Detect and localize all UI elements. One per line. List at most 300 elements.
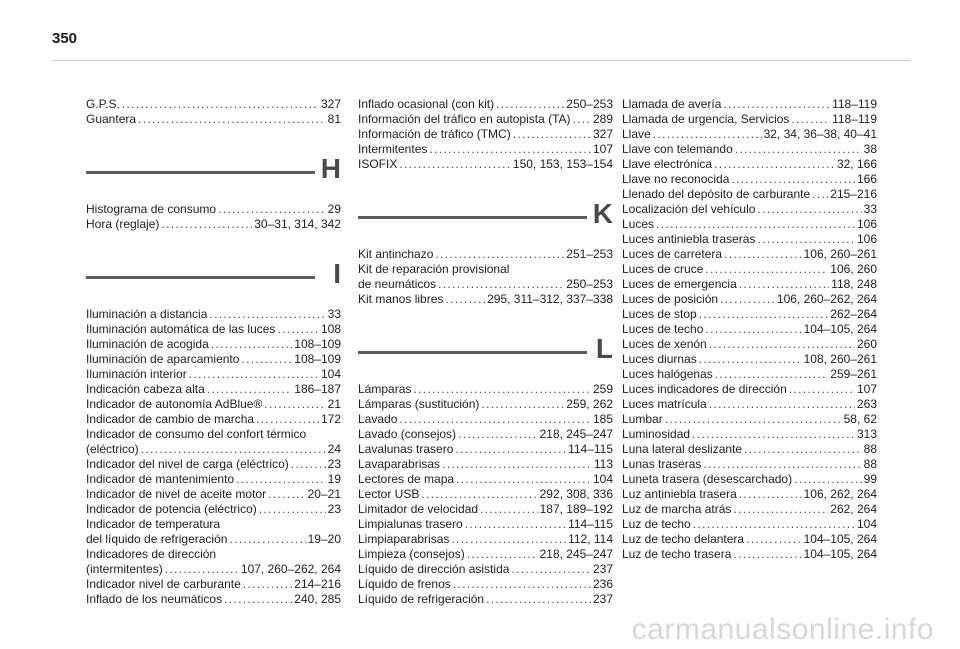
index-entry: [622, 517, 877, 532]
index-entry-term: Limpieza (consejos): [358, 547, 465, 561]
index-column-2: [358, 97, 613, 607]
index-entry-term: Luz antiniebla trasera: [622, 487, 737, 501]
dot-leader: [757, 202, 861, 217]
index-entry: [358, 142, 613, 157]
index-entry-term: Luz de marcha atrás: [622, 502, 732, 516]
index-entry-line: [86, 487, 341, 502]
index-entry-pages: 251–253: [566, 247, 613, 261]
index-entry-pages: 38: [863, 142, 877, 156]
index-entry: [358, 532, 613, 547]
index-entry: [622, 277, 877, 292]
index-entry: [86, 577, 341, 592]
index-entry-pages: 108, 260–261: [803, 352, 877, 366]
index-entry-line: [622, 457, 877, 472]
index-entry-pages: 259: [592, 382, 613, 396]
index-entry-line: [86, 562, 341, 577]
index-entry-term: Luz de techo delantera: [622, 532, 745, 546]
section-letter: H: [320, 153, 341, 184]
index-entry: [358, 292, 613, 307]
dot-leader: [653, 127, 762, 142]
index-entry: [358, 157, 613, 172]
index-entry-term: Indicación cabeza alta: [86, 382, 205, 396]
index-entry-term: Lumbar: [622, 412, 663, 426]
index-entry-term: Luces antiniebla traseras: [622, 232, 756, 246]
index-entry-term: Luces: [622, 217, 655, 231]
dot-leader: [399, 412, 591, 427]
index-entry: [622, 502, 877, 517]
dot-leader: [291, 457, 326, 472]
index-entry-line: [622, 412, 877, 427]
index-entry-pages: 250–253: [566, 97, 613, 111]
index-entry: [86, 352, 341, 367]
dot-leader: [421, 487, 537, 502]
index-entry: [622, 352, 877, 367]
entry-list-g: [86, 97, 341, 127]
index-entry-pages: 81: [327, 112, 341, 126]
dot-leader: [268, 487, 306, 502]
index-entry-line: [622, 517, 877, 532]
dot-leader: [723, 97, 830, 112]
index-entry-line: [86, 382, 341, 397]
index-entry-line: [358, 502, 613, 517]
index-entry-term: Luz de techo: [622, 517, 691, 531]
index-entry-line: [622, 292, 877, 307]
index-entry-term: Luminosidad: [622, 427, 691, 441]
index-entry-line: [622, 307, 877, 322]
index-entry: [358, 382, 613, 397]
dot-leader: [229, 532, 305, 547]
index-entry-line: [622, 247, 877, 262]
index-entry: [622, 262, 877, 277]
index-entry: [622, 142, 877, 157]
dot-leader: [733, 502, 828, 517]
dot-leader: [724, 247, 802, 262]
index-entry-term: Luces de stop: [622, 307, 697, 321]
index-entry-pages: 260: [856, 337, 877, 351]
index-entry-pages: 114–115: [568, 442, 613, 456]
section-heading-h: [86, 150, 341, 196]
index-entry-term: Luces de emergencia: [622, 277, 737, 291]
index-entry-pages: 30–31, 314, 342: [254, 217, 341, 231]
index-entry-term: Localización del vehículo: [622, 202, 756, 216]
entry-list-i: [86, 307, 341, 607]
index-entry-term: Indicador de potencia (eléctrico): [86, 502, 257, 516]
dot-leader: [458, 427, 538, 442]
index-entry-term: Iluminación de aparcamiento: [86, 352, 240, 366]
index-entry-pages: 104–105, 264: [803, 532, 877, 546]
index-entry-pages: 23: [327, 457, 341, 471]
index-entry: [358, 517, 613, 532]
dot-leader: [709, 397, 855, 412]
index-entry-line: [86, 502, 341, 517]
index-entry: [358, 472, 613, 487]
index-entry-term: Iluminación a distancia: [86, 307, 208, 321]
entry-list-i-cont: [358, 97, 613, 172]
index-entry-term: Inflado de los neumáticos: [86, 592, 223, 606]
index-entry-pages: 150, 153, 153–154: [512, 157, 613, 171]
index-entry-term: Luna lateral deslizante: [622, 442, 743, 456]
section-rule: [358, 351, 587, 354]
index-entry-term: Llenado del depósito de carburante: [622, 187, 811, 201]
index-entry-pages: 118–119: [832, 97, 877, 111]
index-entry-term: Intermitentes: [358, 142, 428, 156]
dot-leader: [791, 112, 830, 127]
index-entry-line: [86, 97, 341, 112]
dot-leader: [465, 517, 566, 532]
dot-leader: [715, 367, 829, 382]
index-entry-line: [358, 577, 613, 592]
entry-list-k: [358, 247, 613, 307]
index-entry-line: [358, 292, 613, 307]
index-entry: [622, 307, 877, 322]
index-entry-pages: 32, 34, 36–38, 40–41: [763, 127, 877, 141]
index-entry: [86, 217, 341, 232]
index-entry-pages: 88: [863, 457, 877, 471]
index-entry-term: Indicador nivel de carburante: [86, 577, 241, 591]
index-column-3: [622, 97, 877, 562]
index-entry-line: [622, 367, 877, 382]
index-entry-line: [622, 142, 877, 157]
index-entry-pages: 104–105, 264: [803, 322, 877, 336]
index-entry-pages: 186–187: [294, 382, 341, 396]
dot-leader: [513, 127, 591, 142]
dot-leader: [141, 442, 326, 457]
index-entry-line: [622, 202, 877, 217]
index-entry: [358, 592, 613, 607]
index-entry-pages: 185: [592, 412, 613, 426]
dot-leader: [211, 337, 293, 352]
index-entry-term: Llamada de urgencia, Servicios: [622, 112, 790, 126]
index-entry-pages: 107: [856, 382, 877, 396]
index-entry-term: Limpiaparabrisas: [358, 532, 450, 546]
index-entry-pages: 237: [592, 562, 613, 576]
index-entry-pages: 19: [327, 472, 341, 486]
index-entry: [622, 292, 877, 307]
index-entry-term: Llave no reconocida: [622, 172, 730, 186]
index-entry-line: [358, 382, 613, 397]
index-entry-line: [86, 367, 341, 382]
index-entry-line: [622, 157, 877, 172]
index-entry: [86, 547, 341, 577]
dot-leader: [218, 202, 326, 217]
index-entry-term: Información de tráfico (TMC): [358, 127, 511, 141]
dot-leader: [496, 97, 564, 112]
index-entry: [358, 112, 613, 127]
index-entry-pages: 236: [592, 577, 613, 591]
index-entry-term: Llamada de avería: [622, 97, 722, 111]
index-entry-line: [622, 322, 877, 337]
index-entry: [622, 427, 877, 442]
dot-leader: [699, 352, 802, 367]
index-entry-pages: 24: [327, 442, 341, 456]
index-entry: [86, 382, 341, 397]
index-entry-line: [86, 352, 341, 367]
header-divider: [52, 60, 910, 61]
index-entry-line: [86, 472, 341, 487]
index-entry-term: Iluminación automática de las luces: [86, 322, 276, 336]
index-entry-term: Luces de cruce: [622, 262, 704, 276]
index-entry: [622, 172, 877, 187]
dot-leader: [709, 337, 855, 352]
dot-leader: [442, 457, 592, 472]
index-entry-pages: 262, 264: [830, 502, 877, 516]
dot-leader: [189, 367, 319, 382]
index-entry: [86, 472, 341, 487]
index-entry-term: Luces de xenón: [622, 337, 707, 351]
dot-leader: [224, 592, 292, 607]
index-entry-line: [358, 472, 613, 487]
index-entry-pages: 215–216: [830, 187, 877, 201]
index-entry-pages: 33: [863, 202, 877, 216]
index-entry-line: [358, 247, 613, 262]
section-rule: [86, 171, 315, 174]
index-entry: [622, 457, 877, 472]
dot-leader: [264, 397, 325, 412]
index-entry-term: Luneta trasera (desescarchado): [622, 472, 793, 486]
index-entry-pages: 263: [856, 397, 877, 411]
index-entry-line: [358, 487, 613, 502]
index-entry-line: [358, 277, 613, 292]
dot-leader: [453, 577, 591, 592]
index-entry-pages: 20–21: [307, 487, 341, 501]
index-entry-pages: 106, 262, 264: [803, 487, 877, 501]
index-column-1: [86, 97, 341, 607]
index-entry-line: [358, 412, 613, 427]
index-entry-line: [622, 217, 877, 232]
index-entry-pages: 108: [320, 322, 341, 336]
index-entry-term: Hora (reglaje): [86, 217, 160, 231]
index-entry-line: [86, 442, 341, 457]
dot-leader: [277, 322, 319, 337]
dot-leader: [161, 217, 252, 232]
dot-leader: [467, 547, 538, 562]
index-entry-line: [622, 127, 877, 142]
index-entry-line: [358, 442, 613, 457]
index-entry-pages: 259–261: [830, 367, 877, 381]
dot-leader: [735, 142, 862, 157]
index-entry-term: Luces matrícula: [622, 397, 707, 411]
index-entry-pages: 250–253: [566, 277, 613, 291]
index-entry-term: Lavalunas trasero: [358, 442, 454, 456]
index-entry-term: Kit manos libres: [358, 292, 444, 306]
index-entry-pages: 21: [327, 397, 341, 411]
index-entry-pages: 23: [327, 502, 341, 516]
index-entry: [358, 262, 613, 292]
index-entry-term: Luces halógenas: [622, 367, 713, 381]
index-entry-line: [622, 472, 877, 487]
index-entry-pages: 106, 260–262, 264: [776, 292, 877, 306]
index-entry-term: (intermitentes): [86, 562, 163, 576]
index-entry: [358, 502, 613, 517]
index-entry-term: Información del tráfico en autopista (TA): [358, 112, 571, 126]
index-entry-term: Guantera: [86, 112, 137, 126]
index-entry-term: Indicador de nivel de aceite motor: [86, 487, 267, 501]
index-entry-pages: 218, 245–247: [539, 427, 613, 441]
dot-leader: [138, 112, 326, 127]
section-rule: [358, 216, 587, 219]
index-entry-term: Limitador de velocidad: [358, 502, 479, 516]
index-entry-pages: 29: [327, 202, 341, 216]
dot-leader: [739, 277, 829, 292]
index-entry-pages: 32, 166: [836, 157, 877, 171]
index-entry-term: Indicador de mantenimiento: [86, 472, 235, 486]
dot-leader: [794, 472, 862, 487]
index-entry-term: Líquido de refrigeración: [358, 592, 485, 606]
index-entry-line: [622, 442, 877, 457]
index-entry-line: [358, 397, 613, 412]
index-entry-pages: 295, 311–312, 337–338: [487, 292, 613, 306]
index-entry: [86, 397, 341, 412]
index-entry: [86, 517, 341, 547]
dot-leader: [739, 487, 802, 502]
index-entry-pages: 187, 189–192: [539, 502, 613, 516]
index-entry-pages: 104: [592, 472, 613, 486]
index-entry-line: [358, 457, 613, 472]
index-entry: [622, 127, 877, 142]
index-entry-line: [86, 202, 341, 217]
index-entry-pages: 33: [327, 307, 341, 321]
dot-leader: [511, 562, 591, 577]
dot-leader: [456, 472, 591, 487]
index-entry-term: Luces indicadores de dirección: [622, 382, 787, 396]
dot-leader: [757, 232, 855, 247]
index-entry-pages: 327: [592, 127, 613, 141]
index-entry-line: [622, 277, 877, 292]
index-entry-pages: 118–119: [832, 112, 877, 126]
index-entry-pages: 259, 262: [566, 397, 613, 411]
dot-leader: [705, 322, 801, 337]
index-entry-term-line: Indicador de temperatura: [86, 517, 221, 531]
dot-leader: [209, 307, 325, 322]
index-entry-term: Lector USB: [358, 487, 420, 501]
index-entry-pages: 237: [592, 592, 613, 606]
index-entry-line: [358, 547, 613, 562]
dot-leader: [692, 427, 855, 442]
index-entry-pages: 289: [592, 112, 613, 126]
index-entry: [86, 592, 341, 607]
index-entry: [622, 532, 877, 547]
index-entry-pages: 88: [863, 442, 877, 456]
index-entry-pages: 114–115: [568, 517, 613, 531]
index-entry-line: [358, 112, 613, 127]
dot-leader: [693, 517, 855, 532]
index-entry-line: [358, 562, 613, 577]
dot-leader: [429, 142, 591, 157]
index-entry-line: [358, 517, 613, 532]
index-entry-term: Llave electrónica: [622, 157, 713, 171]
index-entry-pages: 172: [320, 412, 341, 426]
index-entry-pages: 214–216: [294, 577, 341, 591]
dot-leader: [746, 532, 802, 547]
index-entry-line: [86, 322, 341, 337]
dot-leader: [435, 247, 564, 262]
dot-leader: [480, 502, 538, 517]
index-entry: [622, 397, 877, 412]
dot-leader: [455, 442, 566, 457]
index-entry-line: [622, 502, 877, 517]
dot-leader: [744, 442, 862, 457]
index-entry-line: [86, 457, 341, 472]
index-entry: [622, 382, 877, 397]
index-entry-term: Luces de posición: [622, 292, 719, 306]
index-entry-pages: 106: [856, 217, 877, 231]
section-letter: K: [592, 198, 613, 229]
index-entry-term: Iluminación de acogida: [86, 337, 209, 351]
section-letter: I: [333, 258, 341, 289]
dot-leader: [243, 577, 293, 592]
section-heading-l: [358, 330, 613, 376]
dot-leader: [720, 292, 775, 307]
dot-leader: [731, 172, 855, 187]
index-entry-line: [622, 112, 877, 127]
index-entry-term: Llave: [622, 127, 651, 141]
dot-leader: [122, 97, 319, 112]
dot-leader: [241, 352, 292, 367]
index-entry: [86, 322, 341, 337]
index-entry-pages: 99: [863, 472, 877, 486]
index-entry-term: Inflado ocasional (con kit): [358, 97, 495, 111]
index-entry-term: de neumáticos: [358, 277, 437, 291]
index-entry: [86, 307, 341, 322]
index-entry-line: [622, 262, 877, 277]
dot-leader: [259, 502, 326, 517]
index-entry: [622, 97, 877, 112]
dot-leader: [445, 292, 485, 307]
index-entry-pages: 118, 248: [831, 277, 877, 291]
index-entry-pages: 107, 260–262, 264: [240, 562, 341, 576]
index-entry-term: Lunas traseras: [622, 457, 702, 471]
dot-leader: [481, 397, 564, 412]
index-entry-line: [622, 427, 877, 442]
index-entry-term: Luces de techo: [622, 322, 704, 336]
entry-list-l-cont: [622, 97, 877, 562]
index-entry-term: Lavado (consejos): [358, 427, 457, 441]
index-entry-line: [622, 187, 877, 202]
index-entry: [86, 202, 341, 217]
index-entry-term: Lavado: [358, 412, 398, 426]
entry-list-h: [86, 202, 341, 232]
index-entry-pages: 262–264: [830, 307, 877, 321]
dot-leader: [699, 307, 829, 322]
index-entry: [622, 202, 877, 217]
index-entry: [622, 112, 877, 127]
section-letter: L: [595, 333, 613, 364]
index-entry-line: [622, 97, 877, 112]
index-entry-pages: 106, 260: [830, 262, 877, 276]
index-entry: [622, 442, 877, 457]
dot-leader: [236, 472, 326, 487]
index-entry: [622, 157, 877, 172]
index-entry: [358, 247, 613, 262]
index-entry: [358, 457, 613, 472]
index-entry: [358, 397, 613, 412]
index-entry-line: [86, 217, 341, 232]
index-entry-line: [86, 112, 341, 127]
index-entry-pages: 107: [592, 142, 613, 156]
index-entry: [358, 487, 613, 502]
index-entry-term: Kit antinchazo: [358, 247, 434, 261]
index-entry-line: [358, 532, 613, 547]
index-entry-pages: 104–105, 264: [803, 547, 877, 561]
index-entry: [86, 457, 341, 472]
index-entry: [358, 412, 613, 427]
watermark: carmanualsonline.info: [631, 613, 934, 646]
index-entry-pages: 108–109: [294, 352, 341, 366]
index-entry-line: [358, 97, 613, 112]
dot-leader: [451, 532, 566, 547]
index-entry-line: [622, 172, 877, 187]
index-entry: [622, 217, 877, 232]
